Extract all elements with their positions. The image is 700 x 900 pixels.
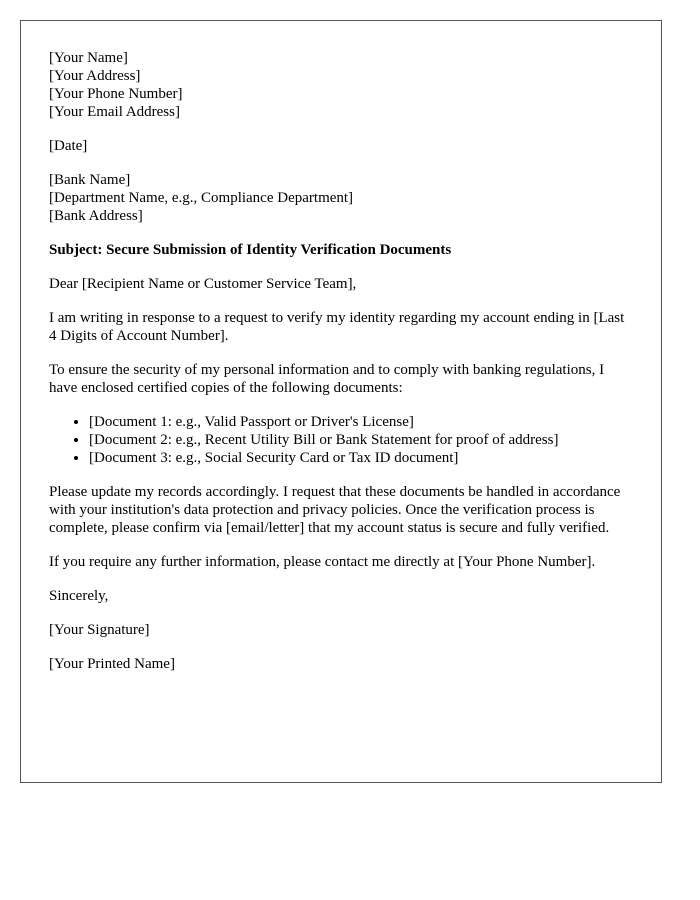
closing: Sincerely, — [49, 588, 109, 604]
bank-name: [Bank Name] — [49, 172, 131, 188]
letter — [20, 20, 662, 783]
letter-date: [Date] — [49, 138, 88, 154]
subject-line: Subject: Secure Submission of Identity Verification Documents — [49, 242, 452, 258]
document-item: • [Document 2: e.g., Recent Utility Bill or Bank Statement for proof of address] — [89, 431, 634, 449]
document-item: • [Document 3: e.g., Social Security Card or Tax ID document] — [89, 449, 634, 467]
sender-phone: [Your Phone Number] — [49, 86, 183, 102]
paragraph-request: I am writing in response to a request to verify my identity regarding my account ending in [Last 4 Digits of Account Number]. — [49, 310, 625, 344]
paragraph-contact: If you require any further information, please contact me directly at [Your Phone Number]. — [49, 554, 596, 570]
paragraph-update: Please update my records accordingly. I request that these documents be handled in accordance with your institution's data protection and privacy policies. Once the verification process is complete, please confirm via [email/letter] that my account status is secure and fully verified. — [49, 484, 621, 536]
document-item: • [Document 1: e.g., Valid Passport or Driver's License] — [89, 413, 634, 431]
paragraph-enclosed: To ensure the security of my personal information and to comply with banking regulations, I have enclosed certified copies of the following documents: — [49, 362, 605, 396]
signature: [Your Signature] — [49, 622, 150, 638]
sender-block — [49, 49, 634, 121]
document-list — [49, 413, 634, 467]
salutation: Dear [Recipient Name or Customer Service Team], — [49, 276, 357, 292]
bank-address: [Bank Address] — [49, 208, 143, 224]
recipient-block — [49, 171, 634, 225]
printed-name: [Your Printed Name] — [49, 656, 175, 672]
sender-name: [Your Name] — [49, 50, 128, 66]
sender-email: [Your Email Address] — [49, 104, 180, 120]
sender-address: [Your Address] — [49, 68, 141, 84]
department-name: [Department Name, e.g., Compliance Department] — [49, 190, 354, 206]
